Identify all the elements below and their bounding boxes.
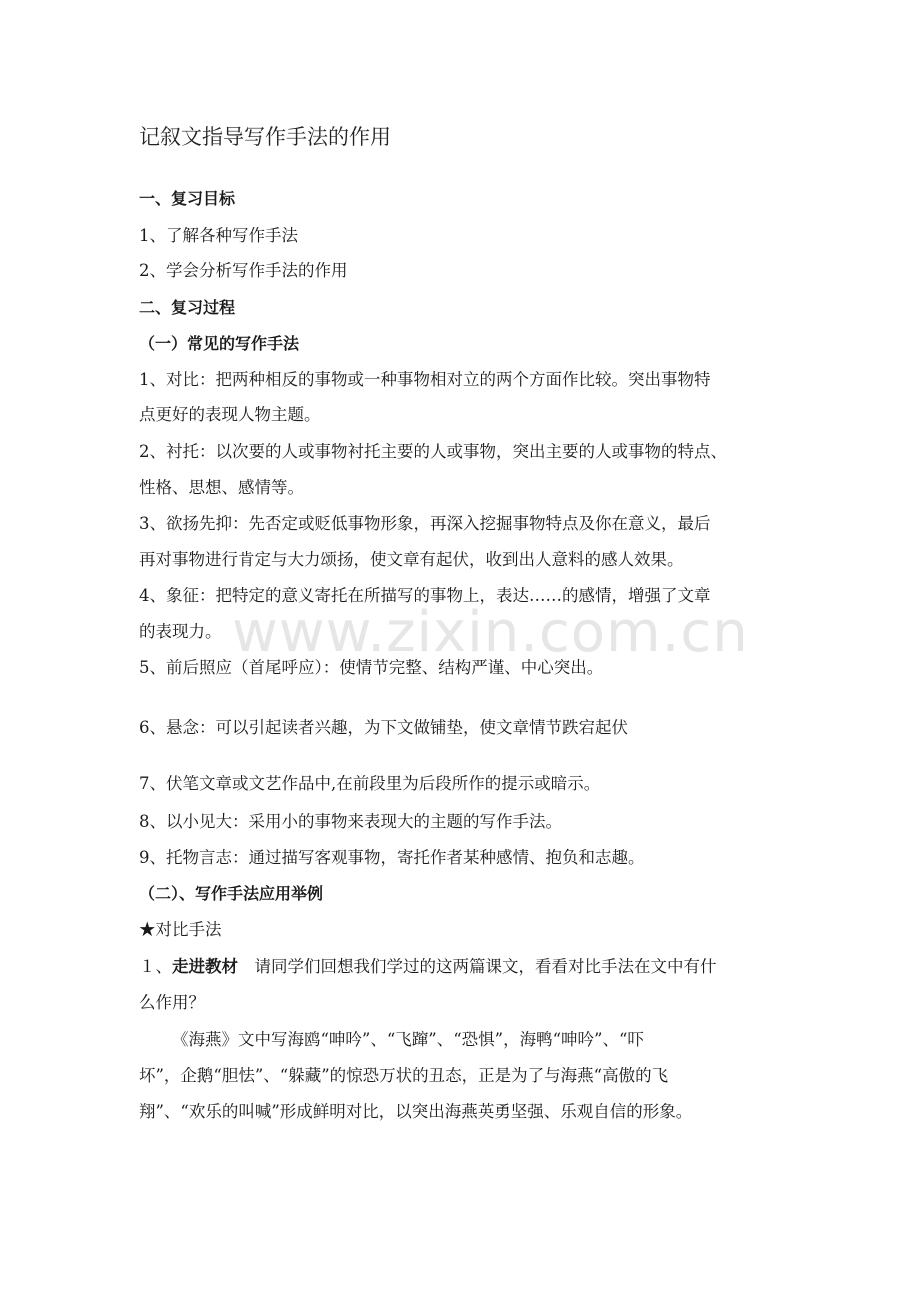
page-title: 记叙文指导写作手法的作用 bbox=[139, 125, 391, 149]
petrel-paragraph-line-2: 坏”，企鹅“胆怯”、“躲藏”的惊恐万状的丑态，正是为了与海燕“高傲的飞 bbox=[139, 1066, 669, 1085]
petrel-paragraph-line-1: 《海燕》文中写海鸥“呻吟”、“飞蹿”、“恐惧”，海鸭“呻吟”、“吓 bbox=[172, 1030, 644, 1049]
technique-object-aspiration: 9、托物言志：通过描写客观事物，寄托作者某种感情、抱负和志趣。 bbox=[139, 848, 645, 867]
technique-contrast-line-2: 点更好的表现人物主题。 bbox=[139, 405, 321, 424]
technique-suppress-praise-line-1: 3、欲扬先抑：先否定或贬低事物形象，再深入挖掘事物特点及你在意义，最后 bbox=[139, 514, 711, 533]
example-textbook-text: 请同学们回想我们学过的这两篇课文，看看对比手法在文中有什 bbox=[238, 957, 717, 976]
technique-echo: 5、前后照应（首尾呼应）：使情节完整、结构严谨、中心突出。 bbox=[139, 658, 604, 677]
example-textbook-line-1 bbox=[139, 955, 717, 979]
watermark: www.zixin.com.cn bbox=[232, 600, 749, 665]
technique-small-big: 8、以小见大：采用小的事物来表现大的主题的写作手法。 bbox=[139, 812, 562, 831]
goal-item-2: 2、学会分析写作手法的作用 bbox=[139, 261, 348, 280]
petrel-paragraph-line-3: 翔”、“欢乐的叫喊”形成鲜明对比，以突出海燕英勇坚强、乐观自信的形象。 bbox=[139, 1102, 693, 1121]
technique-suppress-praise-line-2: 再对事物进行肯定与大力颂扬，使文章有起伏，收到出人意料的感人效果。 bbox=[139, 550, 684, 569]
technique-symbol-line-2: 的表现力。 bbox=[139, 622, 222, 641]
technique-suspense: 6、悬念：可以引起读者兴趣，为下文做铺垫，使文章情节跌宕起伏 bbox=[139, 718, 628, 737]
technique-foil-line-2: 性格、思想、感情等。 bbox=[139, 478, 304, 497]
section-heading-review-process: 二、复习过程 bbox=[139, 298, 236, 317]
goal-item-1: 1、了解各种写作手法 bbox=[139, 226, 298, 245]
example-textbook-label: 走进教材 bbox=[172, 957, 238, 976]
technique-foreshadow: 7、伏笔文章或文艺作品中,在前段里为后段所作的提示或暗示。 bbox=[139, 774, 601, 793]
example-contrast-heading: ★对比手法 bbox=[139, 920, 222, 939]
example-textbook-prefix: １、 bbox=[139, 957, 172, 976]
section-heading-review-goals: 一、复习目标 bbox=[139, 189, 236, 208]
technique-symbol-line-1: 4、象征：把特定的意义寄托在所描写的事物上，表达……的感情，增强了文章 bbox=[139, 586, 711, 605]
subsection-heading-common-techniques: （一）常见的写作手法 bbox=[139, 334, 300, 353]
technique-contrast-line-1: 1、对比：把两种相反的事物或一种事物相对立的两个方面作比较。突出事物特 bbox=[139, 370, 711, 389]
technique-foil-line-1: 2、衬托：以次要的人或事物衬托主要的人或事物，突出主要的人或事物的特点、 bbox=[139, 442, 727, 461]
example-textbook-line-2: 么作用？ bbox=[139, 993, 205, 1012]
subsection-heading-examples: （二）、写作手法应用举例 bbox=[139, 884, 324, 903]
